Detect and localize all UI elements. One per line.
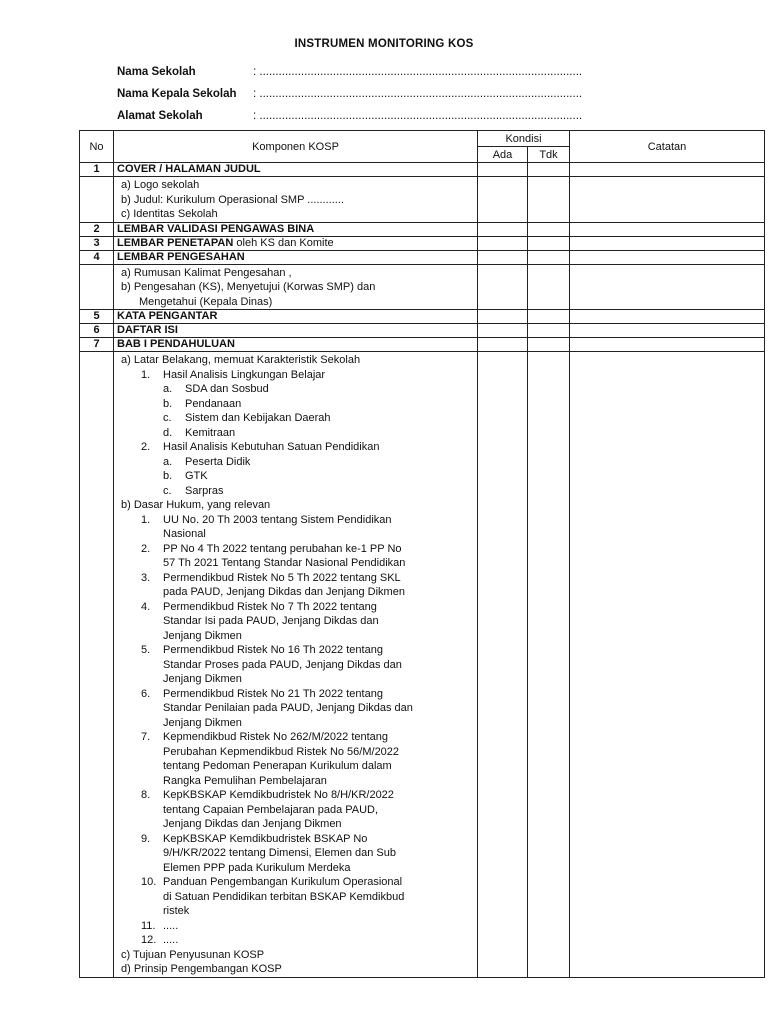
- list-item-continuation: [117, 904, 474, 919]
- list-marker: 11.: [141, 919, 156, 932]
- list-item: [117, 687, 474, 702]
- table-row: [80, 352, 765, 978]
- list-item-continuation: [117, 658, 474, 673]
- list-item: a) Latar Belakang, memuat Karakteristik Sekolah: [121, 354, 361, 366]
- field-label: Alamat Sekolah: [117, 110, 203, 122]
- list-item-continuation: [117, 585, 474, 600]
- list-text: GTK: [185, 470, 208, 482]
- list-text: Peserta Didik: [185, 455, 251, 468]
- table-row: [80, 264, 765, 310]
- list-item: [117, 788, 474, 803]
- list-marker: c.: [163, 412, 172, 424]
- list-marker: 2.: [141, 441, 151, 453]
- table-row: [80, 250, 765, 264]
- list-text: Kepmendikbud Ristek No 262/M/2022 tentang: [163, 731, 389, 743]
- header-ada: Ada: [478, 147, 528, 163]
- list-item-continuation: [117, 817, 474, 832]
- list-item: [117, 440, 474, 455]
- tdk-cell[interactable]: [528, 163, 570, 177]
- row-label: DAFTAR ISI: [114, 324, 478, 338]
- list-text: .....: [163, 919, 179, 932]
- list-text: Kemitraan: [185, 426, 236, 439]
- row-number: [80, 177, 114, 223]
- list-item-continuation: [117, 774, 474, 789]
- table-row: [80, 163, 765, 177]
- list-item: [117, 933, 474, 948]
- tdk-cell[interactable]: [528, 236, 570, 250]
- list-text: Standar Isi pada PAUD, Jenjang Dikdas dan: [163, 615, 379, 627]
- bab1-items: [114, 352, 478, 978]
- field-label: Nama Kepala Sekolah: [117, 88, 237, 100]
- list-text: Standar Proses pada PAUD, Jenjang Dikdas dan: [163, 658, 402, 671]
- list-item-continuation: [117, 846, 474, 861]
- list-item: [117, 382, 474, 397]
- list-text: Permendikbud Ristek No 21 Th 2022 tentang: [163, 687, 383, 700]
- list-item: a) Logo sekolah: [121, 179, 200, 191]
- list-marker: a.: [163, 383, 173, 395]
- list-item: b) Pengesahan (KS), Menyetujui (Korwas SMP) dan: [121, 281, 376, 293]
- list-marker: c.: [163, 484, 172, 497]
- tdk-cell[interactable]: [528, 177, 570, 223]
- list-text: SDA dan Sosbud: [185, 383, 269, 395]
- table-row: [80, 310, 765, 324]
- ada-cell[interactable]: [478, 310, 528, 324]
- list-item: [117, 368, 474, 383]
- list-item-continuation: [117, 759, 474, 774]
- list-text: Jenjang Dikmen: [163, 673, 242, 685]
- catatan-cell[interactable]: [570, 236, 765, 250]
- list-marker: 1.: [141, 368, 151, 381]
- monitoring-table: [79, 130, 765, 978]
- header-komponen: Komponen KOSP: [114, 131, 478, 163]
- list-item: [117, 730, 474, 745]
- catatan-cell[interactable]: [570, 310, 765, 324]
- row-number: 7: [80, 338, 114, 352]
- header-kondisi: Kondisi: [478, 131, 570, 147]
- list-item: [117, 875, 474, 890]
- list-text: Permendikbud Ristek No 5 Th 2022 tentang SKL: [163, 571, 401, 584]
- row-number: [80, 352, 114, 978]
- list-text: Rangka Pemulihan Pembelajaran: [163, 774, 327, 787]
- list-item: [117, 469, 474, 484]
- row-number: 6: [80, 324, 114, 338]
- header-no: No: [80, 131, 114, 163]
- row-label: LEMBAR VALIDASI PENGAWAS BINA: [114, 222, 478, 236]
- list-text: Hasil Analisis Lingkungan Belajar: [163, 368, 326, 381]
- list-text: 9/H/KR/2022 tentang Dimensi, Elemen dan Sub: [163, 847, 396, 859]
- row-items: [114, 177, 478, 223]
- list-marker: d.: [163, 426, 173, 439]
- list-item: [117, 484, 474, 499]
- list-item: b) Judul: Kurikulum Operasional SMP ............: [121, 193, 344, 206]
- field-nama-sekolah: [117, 66, 582, 78]
- table-row: [80, 177, 765, 223]
- ada-cell[interactable]: [478, 177, 528, 223]
- list-item: c) Identitas Sekolah: [121, 208, 218, 220]
- list-marker: 9.: [141, 832, 151, 845]
- list-marker: 2.: [141, 542, 151, 555]
- tdk-cell[interactable]: [528, 264, 570, 310]
- list-item-continuation: [117, 701, 474, 716]
- list-marker: 3.: [141, 571, 151, 584]
- field-value[interactable]: : .....................................................................................................: [253, 110, 583, 122]
- list-text: Jenjang Dikmen: [163, 629, 242, 642]
- field-value[interactable]: : .....................................................................................................: [253, 66, 583, 78]
- list-marker: 12.: [141, 934, 157, 946]
- ada-cell[interactable]: [478, 250, 528, 264]
- list-item: [117, 542, 474, 557]
- list-text: tentang Pedoman Penerapan Kurikulum dalam: [163, 760, 392, 772]
- ada-cell[interactable]: [478, 352, 528, 978]
- list-text: Pendanaan: [185, 397, 242, 410]
- list-text: 57 Th 2021 Tentang Standar Nasional Pendidikan: [163, 557, 406, 569]
- ada-cell[interactable]: [478, 338, 528, 352]
- list-item-continuation: [117, 556, 474, 571]
- list-text: di Satuan Pendidikan terbitan BSKAP Kemdikbud: [163, 890, 405, 903]
- list-text: Nasional: [163, 528, 206, 540]
- list-text: Elemen PPP pada Kurikulum Merdeka: [163, 861, 351, 874]
- row-items: [114, 264, 478, 310]
- list-marker: 7.: [141, 731, 151, 743]
- list-item: [117, 600, 474, 615]
- list-text: Panduan Pengembangan Kurikulum Operasional: [163, 876, 403, 888]
- list-marker: 10.: [141, 876, 157, 888]
- catatan-cell[interactable]: [570, 250, 765, 264]
- list-item: c) Tujuan Penyusunan KOSP: [121, 948, 265, 961]
- document-title: INSTRUMEN MONITORING KOS: [294, 38, 474, 50]
- row-label: LEMBAR PENGESAHAN: [114, 250, 478, 264]
- list-item-continuation: [117, 716, 474, 731]
- list-marker: b.: [163, 470, 173, 482]
- catatan-cell[interactable]: [570, 222, 765, 236]
- list-text: Permendikbud Ristek No 16 Th 2022 tentang: [163, 644, 383, 656]
- sub-list: [117, 455, 474, 499]
- list-text: Permendikbud Ristek No 7 Th 2022 tentang: [163, 600, 377, 613]
- tdk-cell[interactable]: [528, 250, 570, 264]
- table-row: [80, 324, 765, 338]
- list-marker: b.: [163, 397, 173, 410]
- list-marker: 1.: [141, 513, 151, 526]
- list-item: a) Rumusan Kalimat Pengesahan ,: [121, 266, 292, 279]
- ada-cell[interactable]: [478, 236, 528, 250]
- list-item: [117, 832, 474, 847]
- list-text: Standar Penilaian pada PAUD, Jenjang Dikdas dan: [163, 702, 413, 714]
- ada-cell[interactable]: [478, 163, 528, 177]
- list-item: [117, 643, 474, 658]
- field-value[interactable]: : .....................................................................................................: [253, 88, 583, 100]
- list-item-continuation: [117, 629, 474, 644]
- list-text: .....: [163, 934, 179, 946]
- list-text: Jenjang Dikmen: [163, 716, 242, 729]
- list-item: [117, 919, 474, 934]
- dasar-hukum-list: [117, 513, 474, 948]
- list-text: Jenjang Dikdas dan Jenjang Dikmen: [163, 818, 342, 830]
- list-text: pada PAUD, Jenjang Dikdas dan Jenjang Dikmen: [163, 586, 405, 598]
- list-text: Hasil Analisis Kebutuhan Satuan Pendidikan: [163, 441, 380, 453]
- list-text: PP No 4 Th 2022 tentang perubahan ke-1 PP No: [163, 542, 402, 555]
- catatan-cell[interactable]: [570, 324, 765, 338]
- row-label: BAB I PENDAHULUAN: [114, 338, 478, 352]
- ada-cell[interactable]: [478, 264, 528, 310]
- tdk-cell[interactable]: [528, 310, 570, 324]
- tdk-cell[interactable]: [528, 222, 570, 236]
- catatan-cell[interactable]: [570, 163, 765, 177]
- field-label: Nama Sekolah: [117, 66, 196, 78]
- field-nama-kepala-sekolah: [117, 88, 582, 100]
- row-number: 5: [80, 310, 114, 324]
- list-item-continuation: [117, 745, 474, 760]
- list-item-continuation: [117, 527, 474, 542]
- field-alamat-sekolah: [117, 110, 582, 122]
- list-text: KepKBSKAP Kemdikbudristek BSKAP No: [163, 832, 368, 845]
- catatan-cell[interactable]: [570, 177, 765, 223]
- list-item: [117, 411, 474, 426]
- list-item: [117, 455, 474, 470]
- list-marker: 8.: [141, 789, 151, 801]
- list-item-continuation: [117, 614, 474, 629]
- list-item: [117, 397, 474, 412]
- row-label-bold: LEMBAR PENETAPAN: [117, 236, 234, 249]
- header-catatan: Catatan: [570, 131, 765, 163]
- list-marker: 6.: [141, 687, 151, 700]
- row-label-suffix: oleh KS dan Komite: [233, 236, 334, 249]
- list-item-continuation: [117, 803, 474, 818]
- ada-cell[interactable]: [478, 324, 528, 338]
- list-marker: 5.: [141, 644, 151, 656]
- list-item-continuation: [117, 672, 474, 687]
- list-text: tentang Capaian Pembelajaran pada PAUD,: [163, 803, 379, 816]
- tdk-cell[interactable]: [528, 352, 570, 978]
- list-item: [117, 571, 474, 586]
- list-item: d) Prinsip Pengembangan KOSP: [121, 963, 282, 975]
- list-text: Perubahan Kepmendikbud Ristek No 56/M/2022: [163, 745, 400, 758]
- row-label: [114, 236, 478, 250]
- list-text: UU No. 20 Th 2003 tentang Sistem Pendidikan: [163, 513, 392, 526]
- row-label: KATA PENGANTAR: [114, 310, 478, 324]
- sub-list: [117, 382, 474, 440]
- row-number: [80, 264, 114, 310]
- list-item: [117, 513, 474, 528]
- row-number: 3: [80, 236, 114, 250]
- list-item-continuation: [117, 861, 474, 876]
- ada-cell[interactable]: [478, 222, 528, 236]
- list-text: Sarpras: [185, 484, 224, 497]
- catatan-cell[interactable]: [570, 338, 765, 352]
- list-marker: a.: [163, 455, 173, 468]
- tdk-cell[interactable]: [528, 338, 570, 352]
- table-row: [80, 236, 765, 250]
- row-label: COVER / HALAMAN JUDUL: [114, 163, 478, 177]
- tdk-cell[interactable]: [528, 324, 570, 338]
- catatan-cell[interactable]: [570, 264, 765, 310]
- list-item: [117, 426, 474, 441]
- table-row: [80, 222, 765, 236]
- catatan-cell[interactable]: [570, 352, 765, 978]
- row-number: 1: [80, 163, 114, 177]
- list-item-continuation: Mengetahui (Kepala Dinas): [139, 295, 273, 308]
- list-text: Sistem dan Kebijakan Daerah: [185, 412, 331, 424]
- header-tdk: Tdk: [528, 147, 570, 163]
- table-row: [80, 338, 765, 352]
- row-number: 2: [80, 222, 114, 236]
- list-item: b) Dasar Hukum, yang relevan: [121, 499, 271, 511]
- list-text: KepKBSKAP Kemdikbudristek No 8/H/KR/2022: [163, 789, 394, 801]
- row-number: 4: [80, 250, 114, 264]
- list-text: ristek: [163, 905, 190, 917]
- list-marker: 4.: [141, 600, 151, 613]
- list-item-continuation: [117, 890, 474, 905]
